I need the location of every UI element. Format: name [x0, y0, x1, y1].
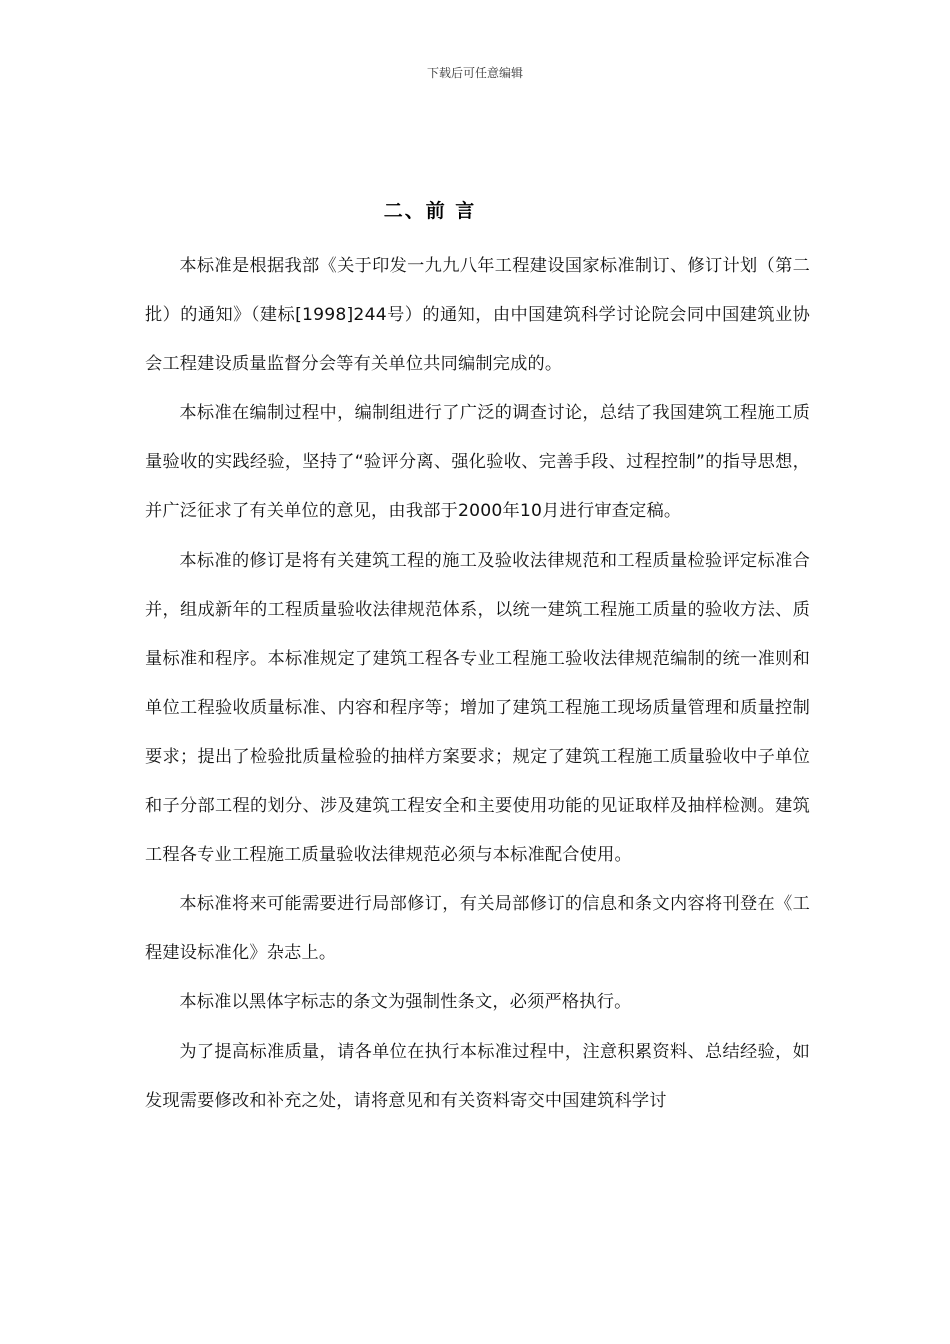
- paragraph: 为了提高标准质量，请各单位在执行本标准过程中，注意积累资料、总结经验，如发现需要修改和补充之处，请将意见和有关资料寄交中国建筑科学讨: [145, 1041, 810, 1111]
- paragraph: 本标准的修订是将有关建筑工程的施工及验收法律规范和工程质量检验评定标准合并，组成新年的工程质量验收法律规范体系，以统一建筑工程施工质量的验收方法、质量标准和程序。本标准规定了建筑工程各专业工程施工验收法律规范编制的统一准则和单位工程验收质量标准、内容和程序等；增加了建筑工程施工现场质量管理和质量控制要求；提出了检验批质量检验的抽样方案要求；规定了建筑工程施工质量验收中子单位和子分部工程的划分、涉及建筑工程安全和主要使用功能的见证取样及抽样检测。建筑工程各专业工程施工质量验收法律规范必须与本标准配合使用。: [145, 550, 810, 866]
- section-title: 二、前 言: [383, 200, 477, 222]
- paragraph: 本标准将来可能需要进行局部修订，有关局部修订的信息和条文内容将刊登在《工程建设标准化》杂志上。: [145, 894, 810, 964]
- paragraph: 本标准以黑体字标志的条文为强制性条文，必须严格执行。: [179, 992, 632, 1013]
- body-text: [145, 242, 810, 1126]
- header-note: 下载后可任意编辑: [426, 66, 523, 80]
- paragraph: 本标准在编制过程中，编制组进行了广泛的调查讨论，总结了我国建筑工程施工质量验收的实践经验，坚持了“验评分离、强化验收、完善手段、过程控制”的指导思想，并广泛征求了有关单位的意见，由我部于2000年10月进行审查定稿。: [145, 403, 810, 522]
- paragraph: 本标准是根据我部《关于印发一九九八年工程建设国家标准制订、修订计划（第二批）的通知》（建标[1998]244号）的通知，由中国建筑科学讨论院会同中国建筑业协会工程建设质量监督分会等有关单位共同编制完成的。: [145, 256, 810, 375]
